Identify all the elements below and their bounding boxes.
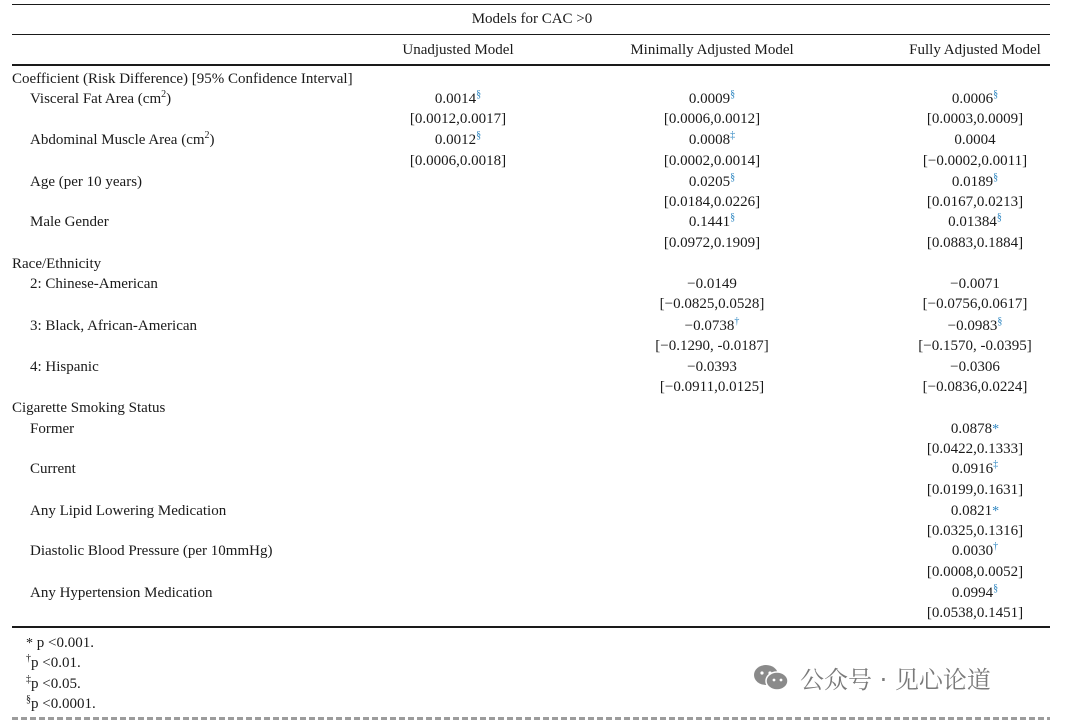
cell-value: 0.0878* [950, 421, 1000, 437]
cell-ci: [0.0003,0.0009] [926, 111, 1024, 127]
footnote-p01: †p <0.01. [26, 653, 81, 671]
cell-ci: [−0.0911,0.0125] [659, 379, 765, 395]
footnote-p05: ‡p <0.05. [26, 674, 81, 692]
cell-value: 0.0916‡ [951, 459, 999, 477]
row-label-black: 3: Black, African-American [30, 318, 198, 334]
column-header-minimal: Minimally Adjusted Model [630, 42, 794, 58]
table-top-rule [12, 4, 1050, 5]
column-header-full: Fully Adjusted Model [909, 42, 1041, 58]
cell-ci: [0.0325,0.1316] [926, 523, 1024, 539]
column-header-rule [12, 64, 1050, 66]
cell-ci: [−0.0836,0.0224] [922, 379, 1028, 395]
cell-value: 0.0821* [950, 503, 1000, 519]
cell-ci: [−0.0756,0.0617] [922, 296, 1028, 312]
cell-ci: [−0.1290, -0.0187] [655, 338, 769, 354]
cell-ci: [0.0538,0.1451] [926, 605, 1024, 621]
cell-ci: [0.0883,0.1884] [926, 235, 1024, 251]
row-label-visceral-fat: Visceral Fat Area $(cm^2)$ [30, 89, 172, 107]
cell-ci: [−0.0825,0.0528] [659, 296, 765, 312]
column-header-unadjusted: Unadjusted Model [402, 42, 514, 58]
row-label-chinese: 2: Chinese-American [30, 276, 158, 292]
cell-value: 0.0205§ [688, 172, 736, 190]
cell-ci: [0.0184,0.0226] [663, 194, 761, 210]
cell-value: 0.0030† [951, 541, 999, 559]
row-label-lipid: Any Lipid Lowering Medication [30, 503, 227, 519]
cell-value: −0.0738† [684, 316, 740, 334]
cell-value: 0.0009§ [688, 89, 736, 107]
cell-ci: [0.0006,0.0018] [409, 153, 507, 169]
section-smoking: Cigarette Smoking Status [12, 400, 166, 416]
row-label-diastolic: Diastolic Blood Pressure (per 10mmHg) [30, 543, 273, 559]
cell-ci: [0.0972,0.1909] [663, 235, 761, 251]
cell-value: 0.0006§ [951, 89, 999, 107]
cell-value: −0.0393 [687, 359, 737, 375]
cell-ci: [0.0199,0.1631] [926, 482, 1024, 498]
row-label-former: Former [30, 421, 75, 437]
row-label-current: Current [30, 461, 76, 477]
row-label-abdominal-muscle: Abdominal Muscle Area $(cm^2)$ [30, 130, 215, 148]
wechat-icon [752, 663, 790, 693]
cell-value: 0.0994§ [951, 583, 999, 601]
footnote-p0001: §p <0.0001. [26, 694, 96, 712]
row-label-hispanic: 4: Hispanic [30, 359, 99, 375]
cell-value: 0.0004 [954, 132, 996, 148]
section-coefficient: Coefficient (Risk Difference) [95% Confidence Interval] [12, 71, 353, 87]
cell-ci: [0.0006,0.0012] [663, 111, 761, 127]
cell-value: −0.0306 [950, 359, 1000, 375]
row-label-male: Male Gender [30, 214, 109, 230]
cell-value: 0.0012§ [434, 130, 482, 148]
cell-value: −0.0983§ [947, 316, 1003, 334]
footnote-p001: * p <0.001. [26, 635, 94, 651]
cutoff-caption-line [12, 712, 1050, 720]
section-race: Race/Ethnicity [12, 256, 102, 272]
row-label-age: Age (per 10 years) [30, 174, 143, 190]
cell-ci: [0.0422,0.1333] [926, 441, 1024, 457]
watermark [752, 660, 991, 695]
cell-value: 0.0008‡ [688, 130, 736, 148]
group-header-rule [12, 34, 1050, 35]
group-header: Models for CAC >0 [471, 11, 593, 27]
cell-ci: [−0.0002,0.0011] [922, 153, 1028, 169]
cell-ci: [0.0008,0.0052] [926, 564, 1024, 580]
cell-ci: [0.0012,0.0017] [409, 111, 507, 127]
cell-ci: [0.0002,0.0014] [663, 153, 761, 169]
cell-value: 0.0014§ [434, 89, 482, 107]
cell-value: 0.01384§ [948, 212, 1002, 230]
cell-value: −0.0149 [687, 276, 737, 292]
row-label-hypertension: Any Hypertension Medication [30, 585, 213, 601]
cell-ci: [0.0167,0.0213] [926, 194, 1024, 210]
cell-ci: [−0.1570, -0.0395] [918, 338, 1032, 354]
cell-value: 0.1441§ [688, 212, 736, 230]
watermark-text: 公众号 · 见心论道 [800, 666, 991, 694]
cell-value: 0.0189§ [951, 172, 999, 190]
table-bottom-rule [12, 626, 1050, 628]
cell-value: −0.0071 [950, 276, 1000, 292]
